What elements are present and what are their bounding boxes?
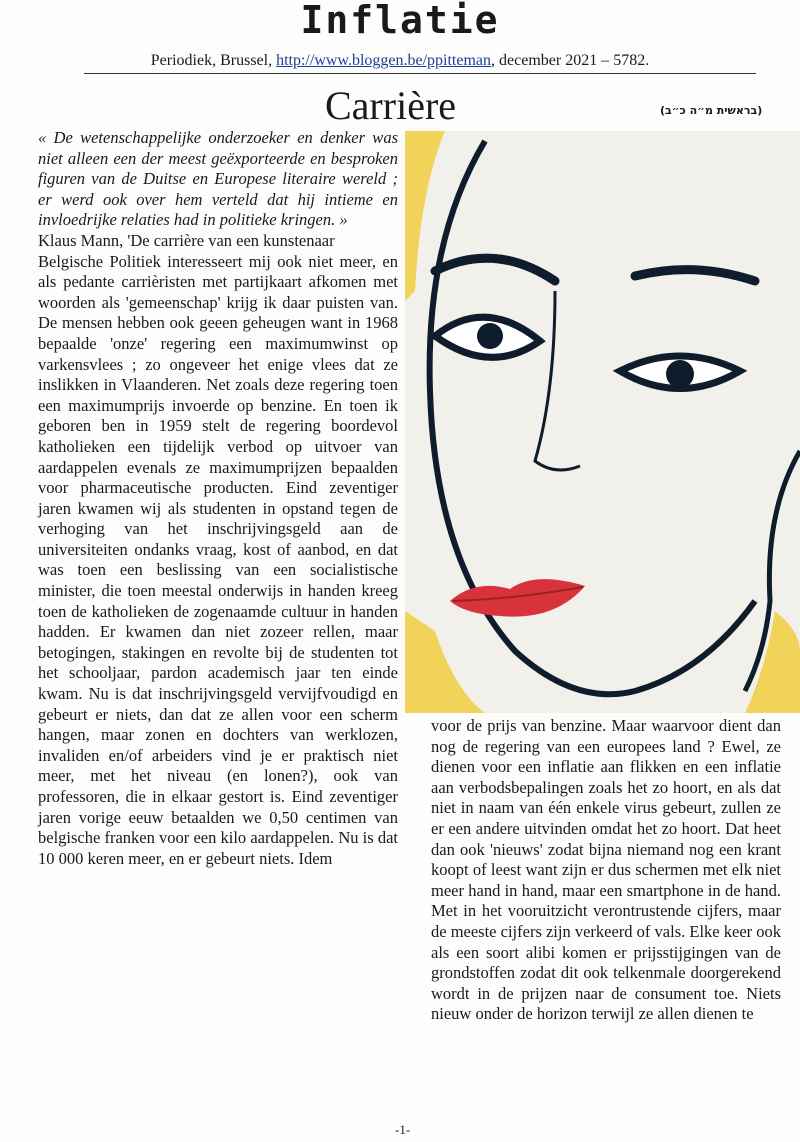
article-title: Carrière bbox=[325, 83, 457, 128]
portrait-painting bbox=[405, 131, 800, 713]
body-text-left: Belgische Politiek interesseert mij ook niet meer, en als pedante carrièristen met partijkaart afkomen met woorden als 'gemeenschap' krijg ik daar puisten van. De mensen hebben ook geeen geheugen want in 1968 bepaalde 'onze' regering een maximumwinst op varkensvlees ; zo ongeveer het enige vlees dat ze inslikken in Vlaanderen. Net zoals deze regering toen een maximumprijs invoerde op benzine. En toen ik geboren ben in 1959 stelt de regering boordevol katholieken een tijdelijk verbod op uitvoer van aardappelen evenals ze maximumprijzen bepaalden voor pharmaceutische producten. Eind zeventiger jaren kwamen wij als studenten in opstand tegen de verhoging van het inschrijvingsgeld aan de universiteiten ondanks vraag, kost of aanbod, en dat was toen een beslissing van een socialistische minister, die toen meestal onderwijs in handen kreeg toen de katholieken de zogenaamde cultuur in handen hadden. Er kwamen dan niet zozeer rellen, maar betogingen, stakingen en revolte bij de studenten tot het schooljaar, pardon academisch jaar ten einde kwam. Nu is dat inschrijvingsgeld vervijfvoudigd en gebeurt er niets, dan dat ze allen voor een scherm hangen, maar zonen en dochters van werklozen, invaliden en/of arbeiders vind je er praktisch niet meer, met het niveau (en lonen?), ook van professoren, die in elkaar gestort is. Eind zeventiger jaren vorige eeuw betaalden we 0,50 centimen van belgische franken voor een kilo aardappelen. Nu is dat 10 000 keren meer, en er gebeurt niets. Idem bbox=[38, 251, 398, 868]
body-text-right: voor de prijs van benzine. Maar waarvoor dient dan nog de regering van een europees land ? Ewel, ze dienen voor een inflatie aan flikken en een inflatie aan verbodsbepalingen zoals het zo hoort, en als dat niet in naam van één enkele virus gebeurt, zullen ze er een andere uitvinden omdat het zo hoort. Dat heet dan ook 'nieuws' zodat bijna niemand nog een krant koopt of leest want zijn er dus schermen met elk niet meer hand in hand, maar een smartphone in de hand. Met in het vooruitzicht verontrustende cijfers, maar de meeste cijfers zijn verkeerd of vals. Elke keer ook als een soort alibi komen er prijsstijgingen van de grondstoffen zodat dit ook telkenmale doorgerekend wordt in de prijzen naar de consument toe. Niets nieuw onder de horizon terwijl ze allen dienen te bbox=[431, 716, 782, 1024]
page-number: -1- bbox=[395, 1122, 411, 1137]
epigraph-source: Klaus Mann, 'De carrière van een kunstenaar bbox=[38, 230, 335, 250]
left-pupil bbox=[477, 323, 503, 349]
epigraph-quote: « De wetenschappelijke onderzoeker en denker was niet alleen een der meest geëxporteerde en besproken figuren van de Duitse en Europese literaire wereld ; er werd ook over hem verteld dat hij intieme en invloedrijke relaties had in politieke kringen. » bbox=[38, 128, 398, 230]
right-pupil bbox=[666, 360, 694, 388]
right-column bbox=[431, 716, 781, 1025]
publication-place: Periodiek, Brussel, bbox=[150, 52, 277, 69]
masthead-title: Inflatie bbox=[300, 0, 500, 42]
left-column bbox=[38, 128, 398, 869]
blog-link[interactable]: http://www.bloggen.be/ppitteman bbox=[276, 52, 492, 69]
header-divider bbox=[84, 73, 756, 74]
publication-line bbox=[0, 52, 800, 70]
publication-date: , december 2021 – 5782. bbox=[491, 52, 650, 69]
portrait-canvas bbox=[405, 131, 800, 713]
hebrew-reference: (בראשית מ״ה כ״ב) bbox=[660, 104, 763, 117]
